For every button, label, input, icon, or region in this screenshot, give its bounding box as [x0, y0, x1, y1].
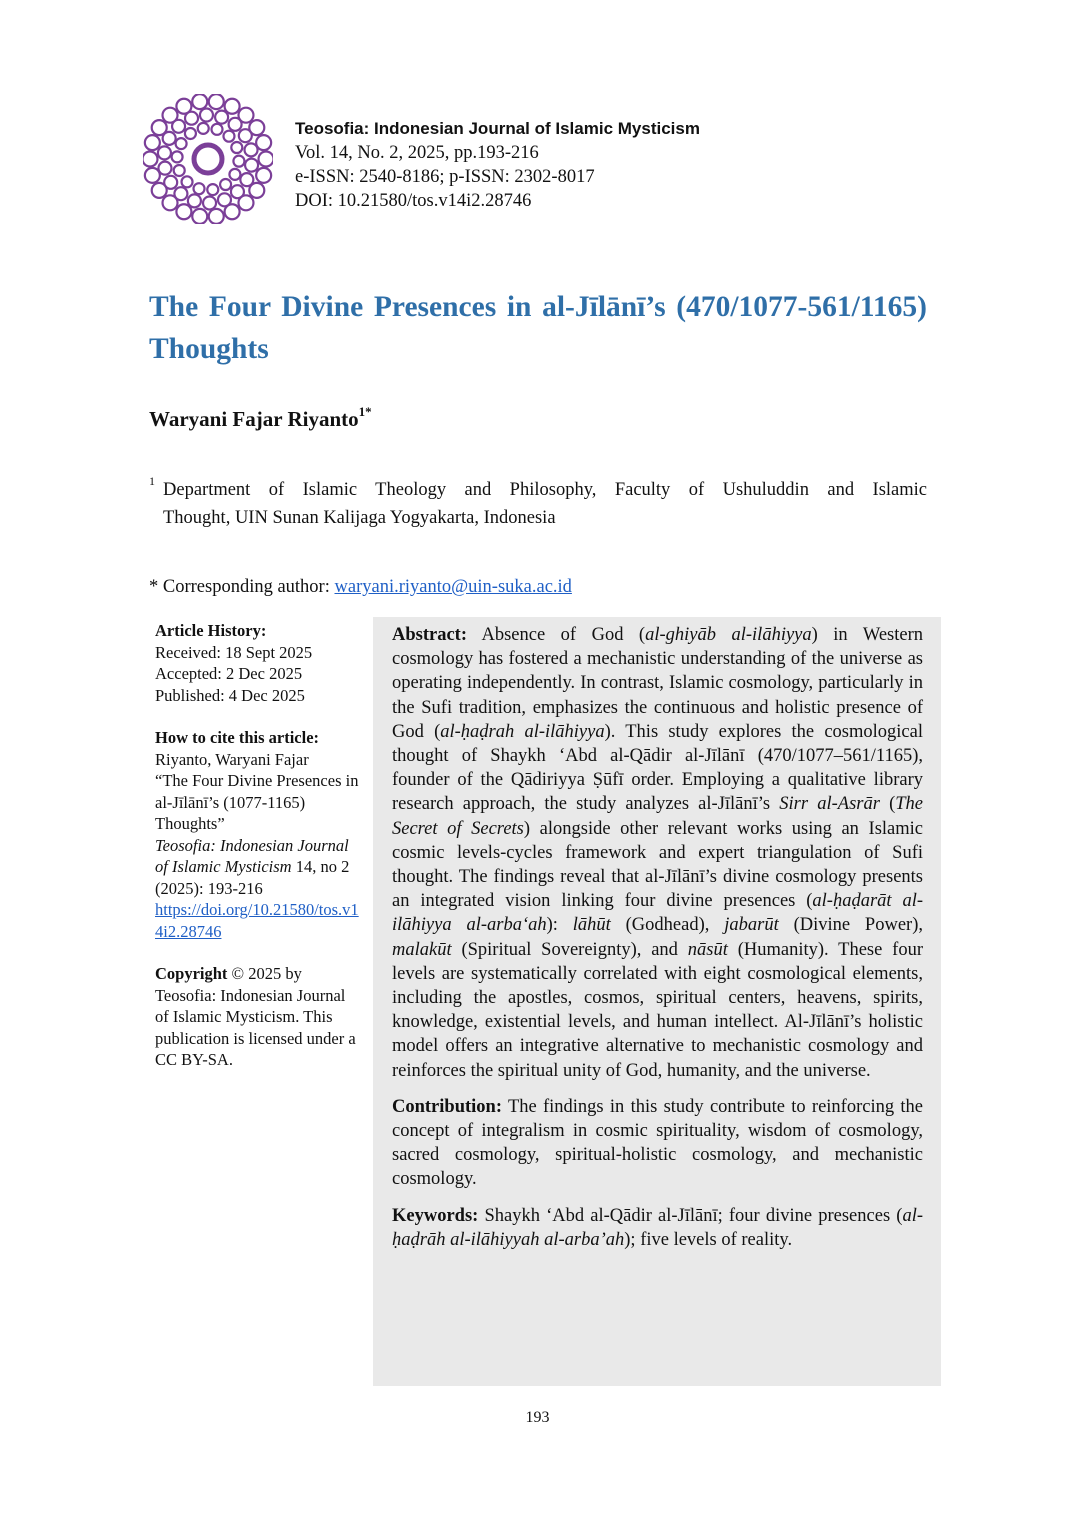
journal-subtitle: : Indonesian Journal of Islamic Mysticism [363, 119, 700, 138]
abstract-text: Absence of God ( [467, 625, 646, 645]
abstract-text: (Spiritual Sovereignty), and [451, 939, 688, 960]
corresponding-email-link[interactable]: waryani.riyanto@uin-suka.ac.id [334, 577, 572, 597]
keywords-paragraph [392, 1204, 923, 1252]
journal-name [295, 117, 700, 141]
copyright-text: © 2025 by Teosofia: Indonesian Journal of Islamic Mysticism. This publication is licensed under a CC BY-SA. [155, 964, 356, 1069]
abstract-term: Sirr al-Asrār [779, 794, 880, 815]
abstract-text: (Humanity). These four levels are systematically correlated with eight cosmological elements, including the apostles, cosmos, spiritual centers, heavens, spirits, knowledge, existential levels, and human intellect. Al-Jīlānī’s holistic model offers an integrative alternative to mechanistic cosmology and reinforces the spiritual unity of God, humanity, and the universe. [392, 939, 923, 1081]
abstract-text: ( [879, 794, 896, 815]
keywords-text: Shaykh ‘Abd al-Qādir al-Jīlānī; four divine presences ( [478, 1205, 903, 1226]
abstract-term: al-ḥaḍarāt al-ilāhiyya al-arba‘ah [392, 891, 923, 936]
author-name: Waryani Fajar Riyanto [149, 407, 359, 431]
abstract-text: (Godhead), [610, 915, 725, 936]
corresponding-author [149, 577, 572, 598]
affiliation-line-1: Department of Islamic Theology and Philosophy, Faculty of Ushuluddin and Islamic [163, 480, 927, 501]
abstract-label: Abstract: [392, 625, 468, 645]
page-number: 193 [525, 1409, 550, 1426]
journal-logo [143, 94, 273, 224]
journal-title: Teosofia [295, 119, 364, 138]
cite-journal: Teosofia: Indonesian Journal of Islamic Mysticism [155, 835, 349, 876]
abstract-term: al-ghiyāb al-ilāhiyya [645, 625, 812, 645]
author [149, 406, 372, 432]
abstract-text: (Divine Power), [778, 915, 923, 936]
affiliation-line-2: Thought, UIN Sunan Kalijaga Yogyakarta, Indonesia [163, 508, 556, 529]
cite-title: “The Four Divine Presences in al-Jīlānī’s (1077-1165) Thoughts” [155, 771, 359, 833]
abstract-paragraph [392, 623, 923, 1083]
history-heading: Article History: [155, 621, 267, 640]
accepted-date: Accepted: 2 Dec 2025 [155, 664, 303, 683]
author-marks: 1* [358, 404, 372, 419]
abstract-text: ). This study explores the cosmological thought of Shaykh ‘Abd al-Qādir al-Jīlānī (470/1077–561/1165), founder of the Qādiriyya Ṣūfī order. Employing a qualitative library research approach, the study analyzes al-Jīlānī’s [392, 721, 923, 815]
cite-volume-pages: 14, no 2 (2025): 193-216 [155, 857, 350, 898]
abstract-text: ) in Western cosmology has fostered a mechanistic understanding of the universe as operating independently. In contrast, Islamic cosmology, particularly in the Sufi tradition, emphasizes the continuous and holistic presence of God ( [392, 625, 923, 742]
journal-volume: Vol. 14, No. 2, 2025, pp.193-216 [295, 143, 539, 163]
abstract-term: lāhūt [572, 915, 611, 936]
cite-authors: Riyanto, Waryani Fajar [155, 749, 309, 769]
abstract-text: ): [546, 915, 573, 936]
published-date: Published: 4 Dec 2025 [155, 685, 305, 705]
abstract-term: jabarūt [724, 915, 779, 936]
contribution-text: The findings in this study contribute to reinforcing the concept of integralism in cosmic spirituality, wisdom of cosmology, sacred cosmology, spiritual-holistic cosmology, and mechanistic cosmology. [392, 1096, 923, 1190]
journal-header [295, 117, 700, 213]
contribution-label: Contribution: [392, 1096, 502, 1117]
copyright-notice [155, 963, 360, 1071]
article-title: The Four Divine Presences in al-Jīlānī’s (470/1077-561/1165) Thoughts [149, 291, 927, 365]
keywords-term: al-ḥaḍrāh al-ilāhiyyah al-arba’ah [392, 1205, 923, 1250]
abstract-box [373, 617, 941, 1386]
affiliation [149, 470, 927, 532]
abstract-term: nāsūt [687, 939, 728, 960]
received-date: Received: 18 Sept 2025 [155, 642, 313, 662]
abstract-term: The Secret of Secrets [392, 794, 924, 839]
cite-source [155, 835, 360, 900]
corresponding-label: * Corresponding author: [149, 577, 335, 597]
cite-heading: How to cite this article: [155, 728, 320, 747]
article-sidebar [155, 620, 360, 1071]
cite-doi-link[interactable]: https://doi.org/10.21580/tos.v14i2.28746 [155, 900, 359, 941]
contribution-paragraph [392, 1095, 923, 1192]
keywords-label: Keywords: [392, 1205, 479, 1226]
abstract-term: malakūt [392, 939, 452, 960]
keywords-text: ); five levels of reality. [624, 1229, 793, 1250]
journal-doi: DOI: 10.21580/tos.v14i2.28746 [295, 191, 532, 211]
copyright-heading: Copyright [155, 964, 228, 983]
abstract-term: al-ḥaḍrah al-ilāhiyya [440, 721, 605, 742]
affiliation-marker: 1 [149, 474, 155, 488]
abstract-text: ) alongside other relevant works using an Islamic cosmic levels-cycles framework and expert triangulation of Sufi thought. The findings reveal that al-Jīlānī’s divine cosmology presents an integrated vision linking four divine presences ( [392, 818, 923, 912]
journal-issn: e-ISSN: 2540-8186; p-ISSN: 2302-8017 [295, 167, 595, 187]
